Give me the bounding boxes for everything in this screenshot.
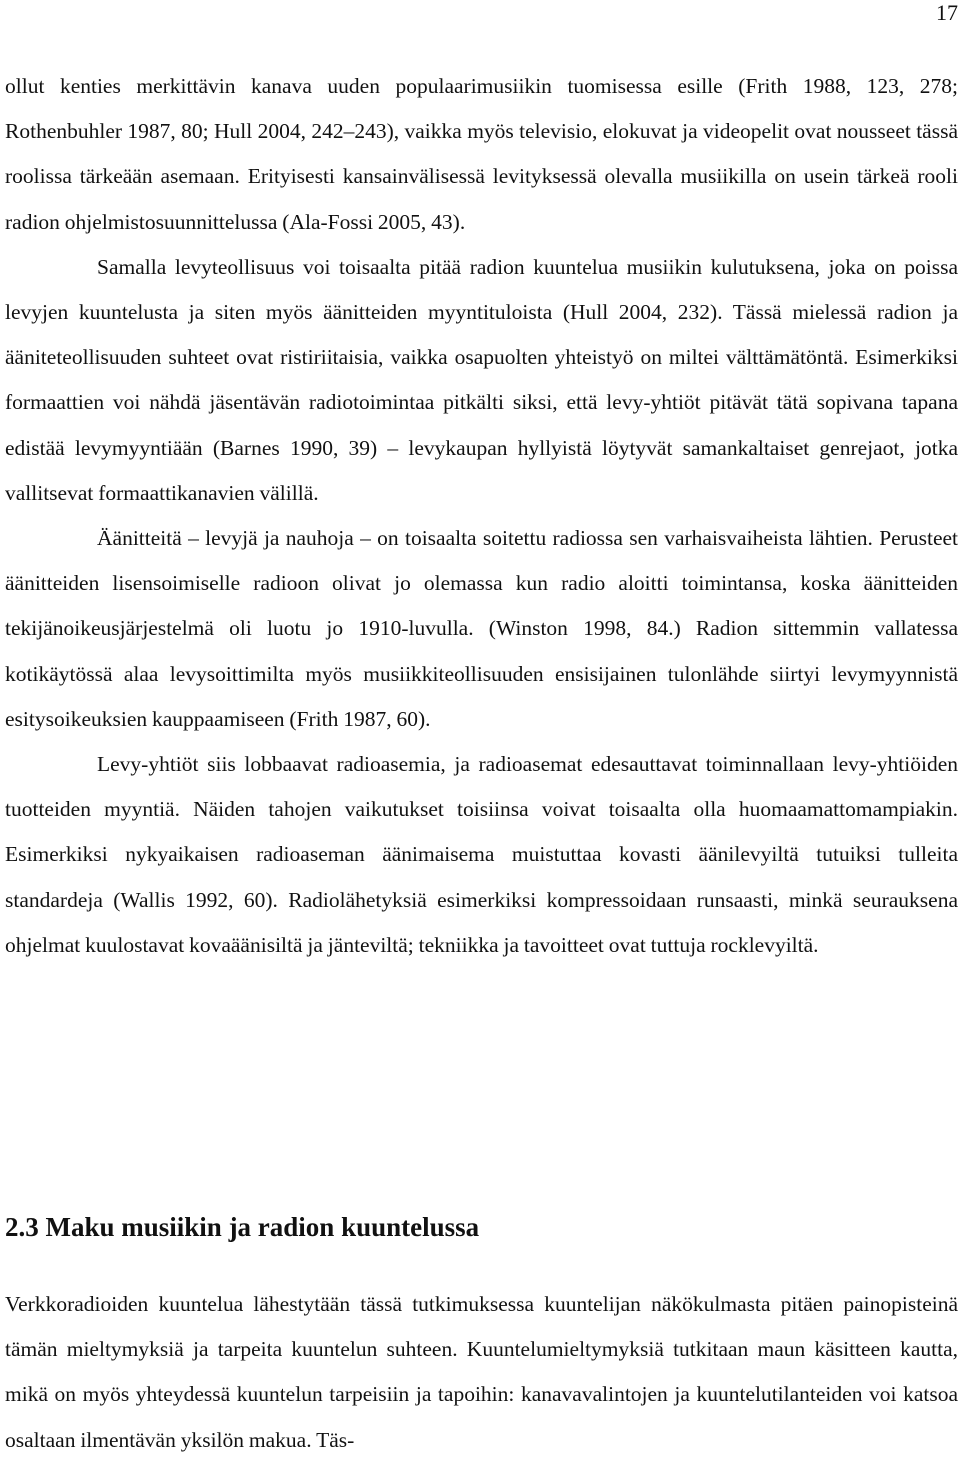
section-paragraph: Verkkoradioiden kuuntelua lähestytään tässä tutkimuksessa kuuntelijan näkökulmasta pitäen painopisteinä tämän mieltymyksiä ja tarpeita kuuntelun suhteen. Kuuntelumieltymyksiä tutkitaan maun käsitteen kautta, mikä on myös yhteydessä kuuntelun tarpeisiin ja tapoihin: kanavavalintojen ja kuuntelutilanteiden voi katsoa osaltaan ilmentävän yksilön makua. Täs- [5,1292,958,1452]
paragraph-4: Levy-yhtiöt siis lobbaavat radioasemia, ja radioasemat edesauttavat toiminnallaan levy-yhtiöiden tuotteiden myyntiä. Näiden tahojen vaikutukset toisiinsa voivat toisaalta olla huomaamattomampiakin. Esimerkiksi nykyaikaisen radioaseman äänimaisema muistuttaa kovasti äänilevyiltä tutuiksi tulleita standardeja (Wallis 1992, 60). Radiolähetyksiä esimerkiksi kompressoidaan runsaasti, minkä seurauksena ohjelmat kuulostavat kovaäänisiltä ja jänteviltä; tekniikka ja tavoitteet ovat tuttuja rocklevyiltä. [5,752,958,957]
paragraph-2: Samalla levyteollisuus voi toisaalta pitää radion kuuntelua musiikin kulutuksena, joka on poissa levyjen kuuntelusta ja siten myös äänitteiden myyntituloista (Hull 2004, 232). Tässä mielessä radion ja ääniteteollisuuden suhteet ovat ristiriitaisia, vaikka osapuolten yhteistyö on miltei välttämätöntä. Esimerkiksi formaattien voi nähdä jäsentävän radiotoimintaa pitkälti siksi, että levy-yhtiöt pitävät tätä sopivana tapana edistää levymyyntiään (Barnes 1990, 39) – levykaupan hyllyistä löytyvät samankaltaiset genrejaot, jotka vallitsevat formaattikanavien välillä. [5,254,958,505]
body-text [5,64,958,968]
section-body [5,1282,958,1463]
section-heading: 2.3 Maku musiikin ja radion kuuntelussa [5,1212,480,1242]
page-number: 17 [936,0,958,25]
paragraph-1: ollut kenties merkittävin kanava uuden populaarimusiikin tuomisessa esille (Frith 1988, 123, 278; Rothenbuhler 1987, 80; Hull 2004, 242–243), vaikka myös televisio, elokuvat ja videopelit ovat nousseet tässä roolissa tärkeään asemaan. Erityisesti kansainvälisessä levityksessä olevalla musiikilla on usein tärkeä rooli radion ohjelmistosuunnittelussa (Ala-Fossi 2005, 43). [5,74,958,234]
paragraph-3: Äänitteitä – levyjä ja nauhoja – on toisaalta soitettu radiossa sen varhaisvaiheista lähtien. Perusteet äänitteiden lisensoimiselle radioon olivat jo olemassa kun radio aloitti toimintansa, koska äänitteiden tekijänoikeusjärjestelmä oli luotu jo 1910-luvulla. (Winston 1998, 84.) Radion sittemmin vallatessa kotikäytössä alaa levysoittimilta myös musiikkiteollisuuden ensisijainen tulonlähde siirtyi levymyynnistä esitysoikeuksien kauppaamiseen (Frith 1987, 60). [5,526,958,731]
